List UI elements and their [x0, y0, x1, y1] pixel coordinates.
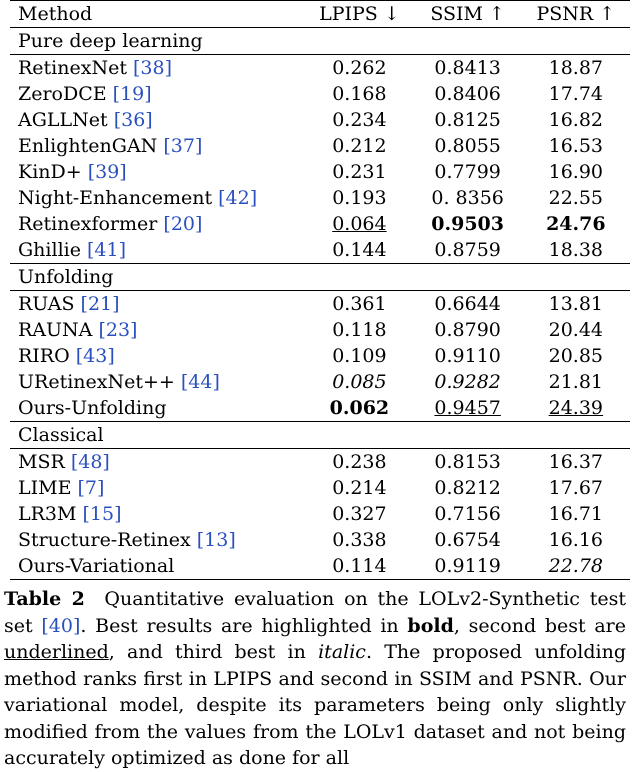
- lpips-cell: [305, 449, 413, 476]
- psnr-value: 16.71: [548, 503, 604, 525]
- ssim-cell: [414, 55, 522, 82]
- psnr-value: 17.74: [548, 83, 604, 105]
- psnr-value: 16.37: [548, 451, 604, 473]
- citation-link[interactable]: [7]: [77, 477, 105, 499]
- psnr-value: 16.16: [548, 529, 604, 551]
- caption-citation[interactable]: [40]: [41, 614, 81, 637]
- psnr-value: 22.55: [548, 187, 604, 209]
- method-name: AGLLNet: [18, 109, 108, 131]
- results-table: [10, 0, 630, 580]
- table-header-row: [10, 1, 630, 28]
- table-row: [10, 55, 630, 82]
- psnr-cell: [522, 369, 630, 395]
- method-cell: [10, 159, 305, 185]
- ssim-cell: [414, 159, 522, 185]
- method-name: RIRO: [18, 345, 70, 367]
- lpips-value: 0.144: [332, 239, 387, 261]
- caption-underlined-word: underlined: [4, 641, 109, 663]
- method-cell: [10, 317, 305, 343]
- method-name: Retinexformer: [18, 213, 158, 235]
- psnr-cell: [522, 527, 630, 553]
- citation-link[interactable]: [37]: [163, 135, 203, 157]
- psnr-value: 20.85: [548, 345, 604, 367]
- citation-link[interactable]: [36]: [113, 109, 153, 131]
- table-row: [10, 343, 630, 369]
- table-row: [10, 237, 630, 264]
- lpips-cell: [305, 501, 413, 527]
- psnr-value: 18.87: [548, 57, 604, 79]
- lpips-cell: [305, 81, 413, 107]
- psnr-value: 24.39: [548, 397, 604, 419]
- lpips-value: 0.062: [329, 397, 390, 419]
- ssim-value: 0.8406: [434, 83, 501, 105]
- lpips-cell: [305, 291, 413, 318]
- ssim-cell: [414, 133, 522, 159]
- group-name: Classical: [10, 422, 630, 449]
- ssim-value: 0.8055: [434, 135, 501, 157]
- lpips-value: 0.118: [332, 319, 387, 341]
- lpips-cell: [305, 107, 413, 133]
- ssim-value: 0.8125: [434, 109, 501, 131]
- ssim-cell: [414, 81, 522, 107]
- lpips-cell: [305, 317, 413, 343]
- psnr-cell: [522, 55, 630, 82]
- table-row: [10, 133, 630, 159]
- caption-text-4: , and third best in: [108, 641, 319, 663]
- table-caption: [4, 586, 626, 772]
- ssim-value: 0.9282: [434, 371, 501, 393]
- method-cell: [10, 501, 305, 527]
- lpips-value: 0.238: [332, 451, 387, 473]
- ssim-value: 0.8790: [434, 319, 501, 341]
- lpips-cell: [305, 343, 413, 369]
- ssim-cell: [414, 527, 522, 553]
- psnr-cell: [522, 185, 630, 211]
- ssim-value: 0.6754: [434, 529, 501, 551]
- ssim-value: 0.9503: [431, 213, 504, 235]
- table-row: [10, 317, 630, 343]
- lpips-cell: [305, 369, 413, 395]
- citation-link[interactable]: [38]: [133, 57, 173, 79]
- method-cell: [10, 475, 305, 501]
- caption-text-5: . The proposed unfolding method ranks first in LPIPS and second in SSIM and PSNR. Our variational model, despite its parameters being only slightly modified from the values from the LOLv1 dataset and not being accurately optimized as done for all: [4, 641, 627, 769]
- method-name: MSR: [18, 451, 65, 473]
- psnr-value: 13.81: [548, 293, 604, 315]
- method-cell: [10, 343, 305, 369]
- method-name: Ghillie: [18, 239, 81, 261]
- method-name: Ours-Variational: [18, 555, 175, 577]
- psnr-value: 24.76: [546, 213, 606, 235]
- lpips-cell: [305, 475, 413, 501]
- ssim-value: 0.7156: [434, 503, 501, 525]
- psnr-cell: [522, 501, 630, 527]
- method-cell: [10, 527, 305, 553]
- ssim-cell: [414, 369, 522, 395]
- ssim-value: 0.8212: [434, 477, 501, 499]
- group-header-row: [10, 264, 630, 291]
- lpips-cell: [305, 395, 413, 422]
- table-row: [10, 475, 630, 501]
- method-name: Structure-Retinex: [18, 529, 191, 551]
- header-ssim: SSIM ↑: [414, 1, 522, 28]
- ssim-cell: [414, 501, 522, 527]
- method-name: KinD+: [18, 161, 82, 183]
- method-cell: [10, 369, 305, 395]
- lpips-value: 0.361: [332, 293, 387, 315]
- table-row: [10, 553, 630, 580]
- ssim-value: 0.9119: [434, 555, 501, 577]
- psnr-value: 16.90: [548, 161, 604, 183]
- psnr-value: 16.53: [548, 135, 604, 157]
- lpips-value: 0.114: [332, 555, 387, 577]
- table-row: [10, 291, 630, 318]
- table-row: [10, 211, 630, 237]
- caption-text-2: . Best results are highlighted in: [80, 614, 408, 637]
- table-row: [10, 159, 630, 185]
- lpips-value: 0.338: [332, 529, 387, 551]
- citation-link[interactable]: [13]: [196, 529, 236, 551]
- method-name: RUAS: [18, 293, 75, 315]
- ssim-cell: [414, 553, 522, 580]
- group-header-row: [10, 422, 630, 449]
- psnr-cell: [522, 317, 630, 343]
- citation-link[interactable]: [19]: [112, 83, 152, 105]
- ssim-value: 0.8153: [434, 451, 501, 473]
- citation-link[interactable]: [48]: [70, 451, 110, 473]
- ssim-cell: [414, 449, 522, 476]
- lpips-value: 0.231: [332, 161, 387, 183]
- psnr-cell: [522, 107, 630, 133]
- method-name: RetinexNet: [18, 57, 127, 79]
- method-cell: [10, 185, 305, 211]
- psnr-cell: [522, 449, 630, 476]
- method-cell: [10, 211, 305, 237]
- citation-link[interactable]: [44]: [180, 371, 220, 393]
- group-name: Pure deep learning: [10, 28, 630, 55]
- citation-link[interactable]: [21]: [80, 293, 120, 315]
- ssim-value: 0.6644: [434, 293, 501, 315]
- lpips-value: 0.193: [332, 187, 387, 209]
- psnr-value: 22.78: [548, 555, 604, 577]
- psnr-cell: [522, 395, 630, 422]
- psnr-cell: [522, 475, 630, 501]
- psnr-cell: [522, 343, 630, 369]
- psnr-cell: [522, 133, 630, 159]
- ssim-cell: [414, 211, 522, 237]
- citation-link[interactable]: [42]: [218, 187, 258, 209]
- table-row: [10, 395, 630, 422]
- ssim-value: 0.9110: [434, 345, 501, 367]
- ssim-value: 0.8413: [434, 57, 501, 79]
- method-name: Night-Enhancement: [18, 187, 213, 209]
- method-name: LIME: [18, 477, 72, 499]
- method-cell: [10, 395, 305, 422]
- header-psnr: PSNR ↑: [522, 1, 630, 28]
- method-cell: [10, 133, 305, 159]
- ssim-cell: [414, 237, 522, 264]
- table-row: [10, 81, 630, 107]
- method-cell: [10, 107, 305, 133]
- table-row: [10, 501, 630, 527]
- citation-link[interactable]: [23]: [98, 319, 138, 341]
- psnr-cell: [522, 159, 630, 185]
- caption-label: Table 2: [4, 588, 85, 610]
- ssim-cell: [414, 291, 522, 318]
- ssim-cell: [414, 317, 522, 343]
- ssim-cell: [414, 185, 522, 211]
- group-header-row: [10, 28, 630, 55]
- table-row: [10, 369, 630, 395]
- method-name: LR3M: [18, 503, 77, 525]
- method-cell: [10, 291, 305, 318]
- ssim-value: 0.7799: [434, 161, 501, 183]
- lpips-value: 0.327: [332, 503, 387, 525]
- caption-italic-word: italic: [318, 641, 366, 663]
- method-cell: [10, 237, 305, 264]
- lpips-value: 0.214: [332, 477, 387, 499]
- lpips-value: 0.168: [332, 83, 387, 105]
- lpips-value: 0.085: [332, 371, 387, 393]
- lpips-cell: [305, 553, 413, 580]
- caption-bold-word: bold: [407, 614, 454, 637]
- lpips-value: 0.064: [332, 213, 387, 235]
- psnr-value: 17.67: [548, 477, 604, 499]
- table-row: [10, 107, 630, 133]
- psnr-value: 18.38: [548, 239, 604, 261]
- psnr-value: 16.82: [548, 109, 604, 131]
- ssim-cell: [414, 343, 522, 369]
- method-cell: [10, 55, 305, 82]
- psnr-value: 21.81: [548, 371, 604, 393]
- caption-text-1: Quantitative evaluation on the LOLv2-Synthetic test set: [4, 588, 626, 637]
- psnr-cell: [522, 237, 630, 264]
- lpips-value: 0.212: [332, 135, 387, 157]
- lpips-cell: [305, 527, 413, 553]
- method-cell: [10, 449, 305, 476]
- ssim-value: 0.9457: [434, 397, 501, 419]
- ssim-value: 0.8759: [434, 239, 501, 261]
- method-name: Ours-Unfolding: [18, 397, 167, 419]
- group-name: Unfolding: [10, 264, 630, 291]
- method-name: EnlightenGAN: [18, 135, 158, 157]
- citation-link[interactable]: [20]: [163, 213, 203, 235]
- table-row: [10, 449, 630, 476]
- lpips-cell: [305, 185, 413, 211]
- table-row: [10, 527, 630, 553]
- method-name: ZeroDCE: [18, 83, 107, 105]
- ssim-cell: [414, 395, 522, 422]
- method-cell: [10, 81, 305, 107]
- lpips-value: 0.262: [332, 57, 387, 79]
- lpips-cell: [305, 55, 413, 82]
- citation-link[interactable]: [41]: [87, 239, 127, 261]
- psnr-cell: [522, 211, 630, 237]
- caption-text-3: , second best are: [453, 614, 627, 637]
- lpips-value: 0.109: [332, 345, 387, 367]
- citation-link[interactable]: [15]: [82, 503, 122, 525]
- lpips-value: 0.234: [332, 109, 387, 131]
- lpips-cell: [305, 211, 413, 237]
- ssim-cell: [414, 475, 522, 501]
- header-lpips: LPIPS ↓: [305, 1, 413, 28]
- header-method: Method: [10, 1, 305, 28]
- method-cell: [10, 553, 305, 580]
- citation-link[interactable]: [39]: [87, 161, 127, 183]
- psnr-cell: [522, 81, 630, 107]
- psnr-cell: [522, 291, 630, 318]
- citation-link[interactable]: [43]: [75, 345, 115, 367]
- method-name: RAUNA: [18, 319, 93, 341]
- ssim-value: 0. 8356: [431, 187, 504, 209]
- lpips-cell: [305, 159, 413, 185]
- ssim-cell: [414, 107, 522, 133]
- table-body: [10, 28, 630, 580]
- psnr-value: 20.44: [548, 319, 604, 341]
- method-name: URetinexNet++: [18, 371, 175, 393]
- psnr-cell: [522, 553, 630, 580]
- table-row: [10, 185, 630, 211]
- lpips-cell: [305, 133, 413, 159]
- lpips-cell: [305, 237, 413, 264]
